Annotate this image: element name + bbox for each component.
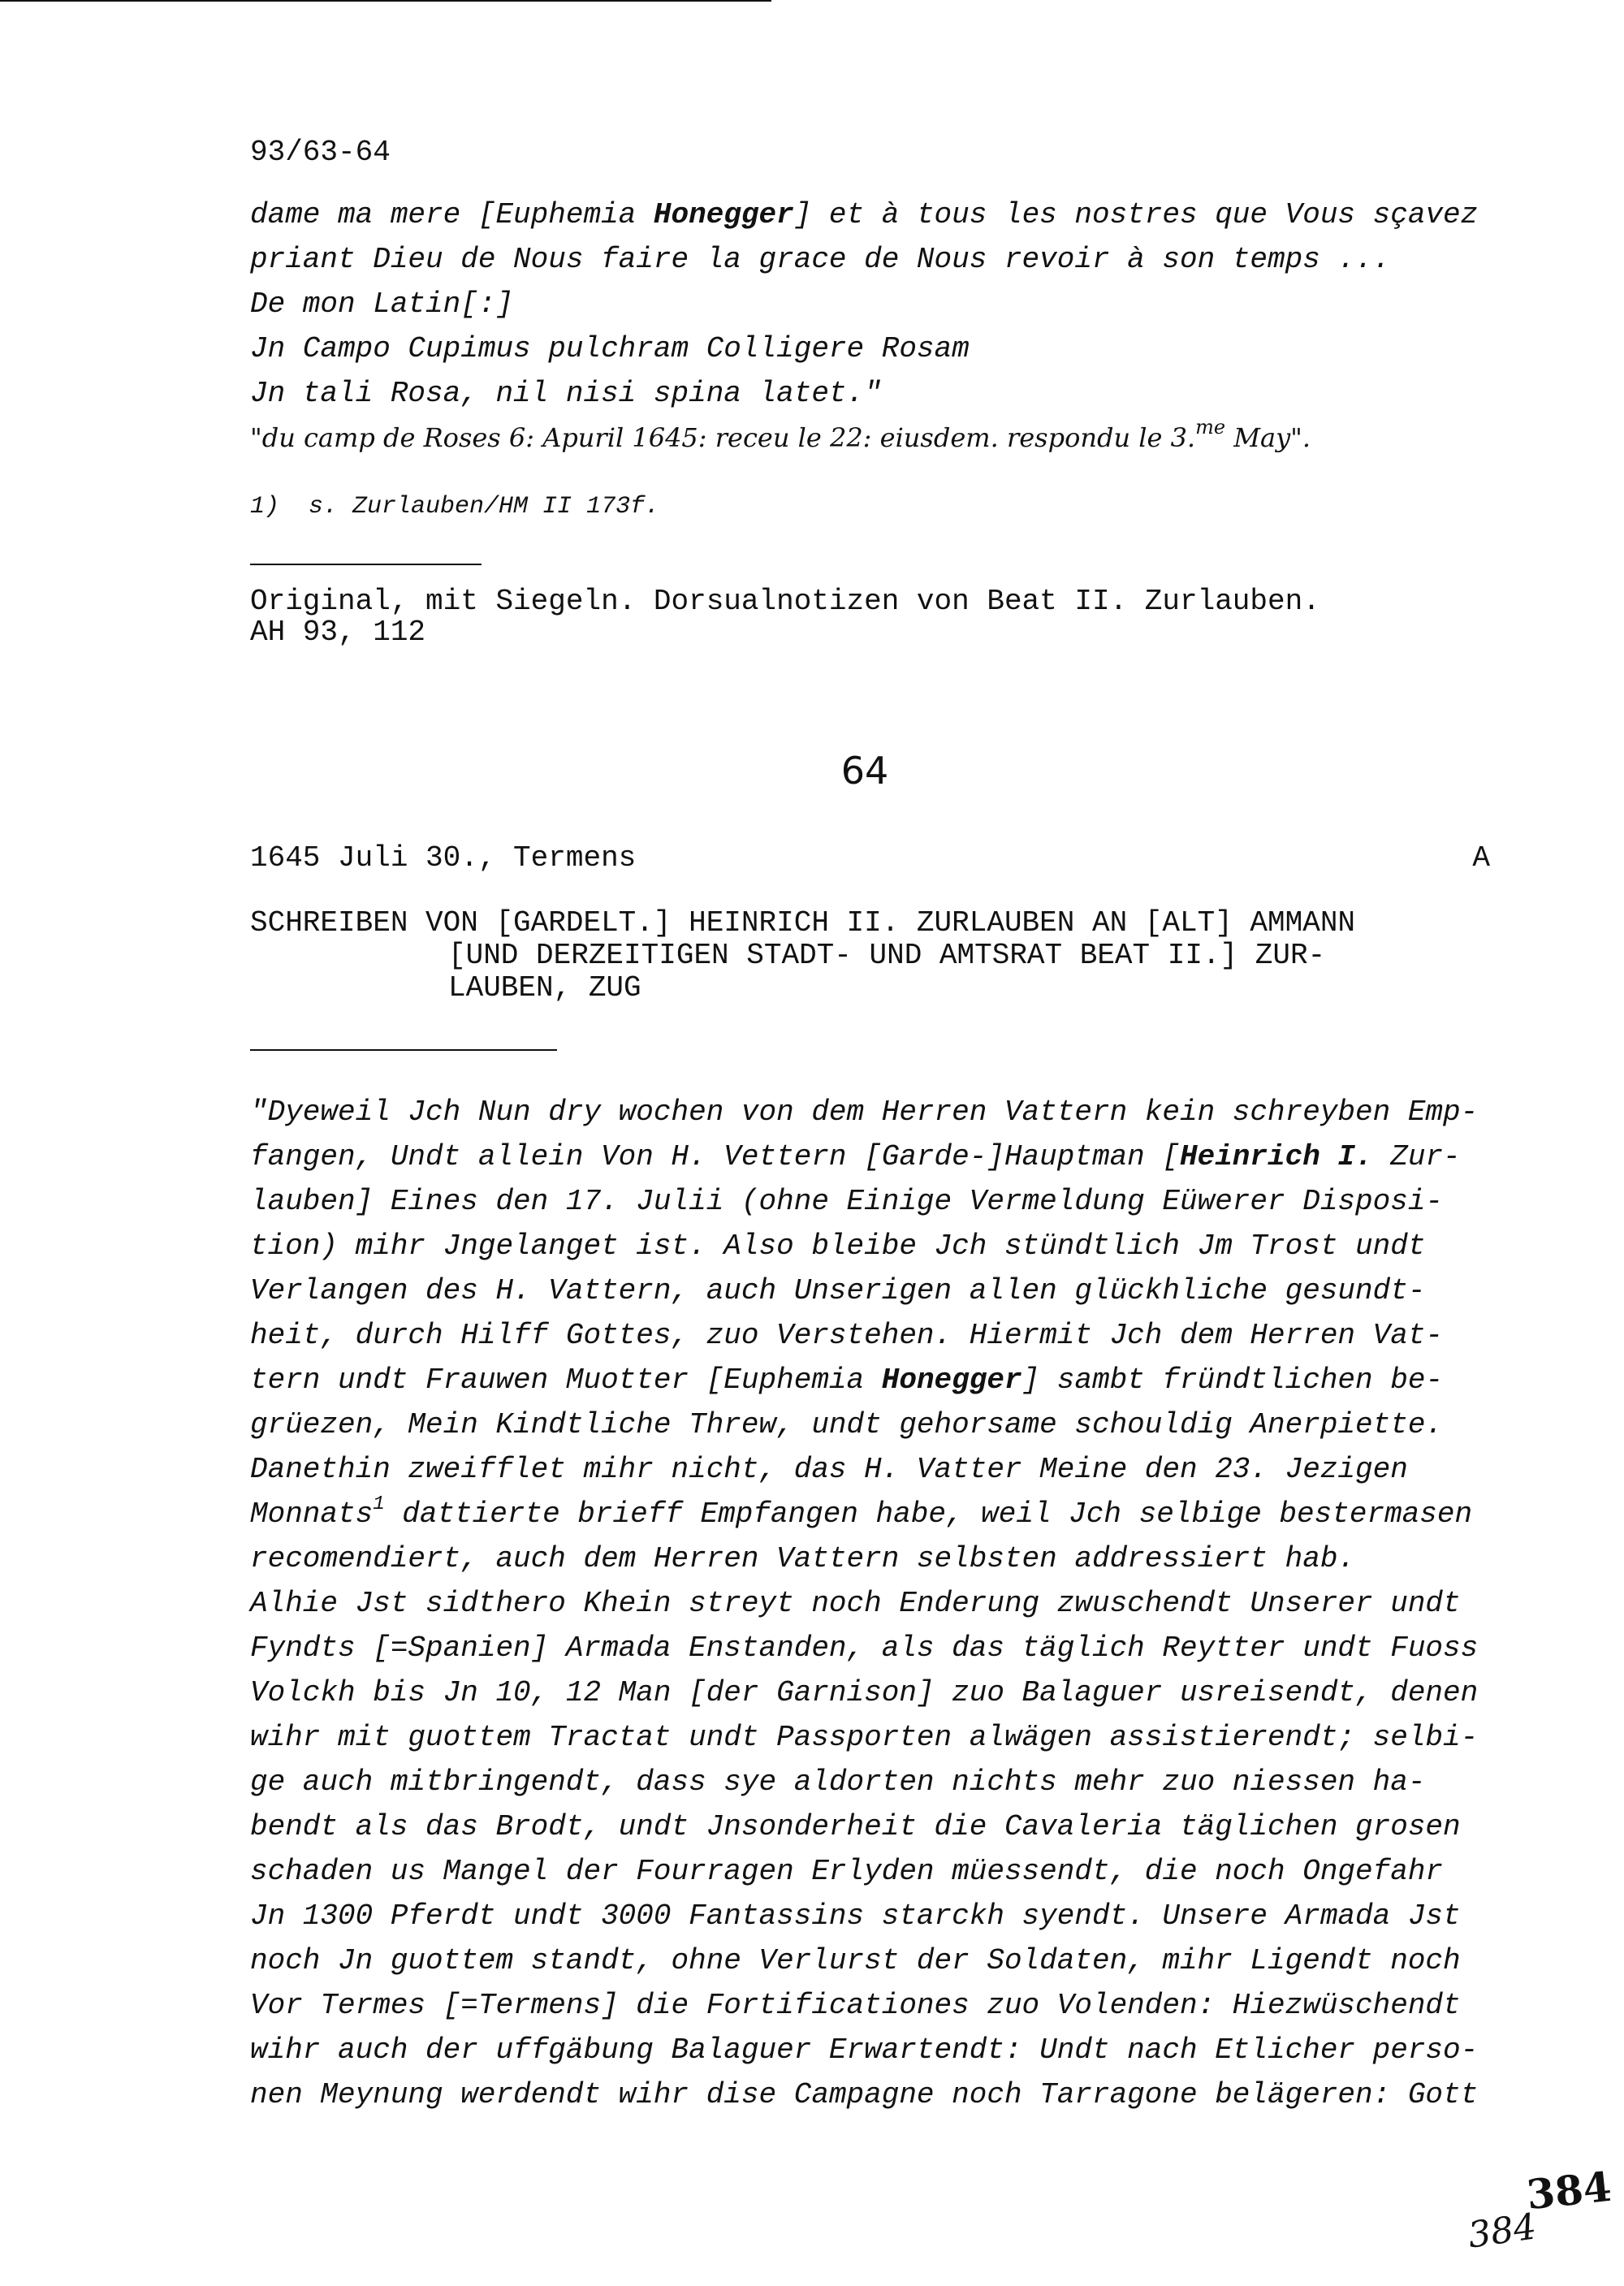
letter-line: dame ma mere [Euphemia Honegger] et à tous les nostres que Vous sçavez	[250, 198, 1479, 231]
body-line: tion) mihr Jngelanget ist. Also bleibe Jch stündtlich Jm Trost undt	[250, 1229, 1426, 1263]
scan-top-edge	[0, 0, 771, 2]
letter-line: Jn Campo Cupimus pulchram Colligere Rosam	[250, 332, 970, 365]
body-line: fangen, Undt allein Von H. Vettern [Garde-]Hauptman [Heinrich I. Zur-	[250, 1140, 1461, 1173]
document-title: LAUBEN, ZUG	[448, 971, 641, 1005]
body-line: Volckh bis Jn 10, 12 Man [der Garnison] zuo Balaguer usreisendt, denen	[250, 1676, 1479, 1709]
body-line: Fyndts [=Spanien] Armada Enstanden, als das täglich Reytter undt Fuoss	[250, 1631, 1479, 1665]
letter-line: De mon Latin[:]	[250, 287, 514, 321]
body-line: tern undt Frauwen Muotter [Euphemia Honegger] sambt fründtlichen be-	[250, 1363, 1444, 1397]
name-honegger: Honegger	[653, 198, 794, 231]
body-line: schaden us Mangel der Fourragen Erlyden müessendt, die noch Ongefahr	[250, 1855, 1444, 1888]
name-heinrich: Heinrich I.	[1180, 1140, 1373, 1173]
document-type-marker: A	[1472, 841, 1490, 875]
body-line: heit, durch Hilff Gottes, zuo Verstehen. Hiermit Jch dem Herren Vat-	[250, 1319, 1444, 1352]
body-line: wihr mit guottem Tractat undt Passporten alwägen assistierendt; selbi-	[250, 1721, 1479, 1754]
body-line: Jn 1300 Pferdt undt 3000 Fantassins starckh syendt. Unsere Armada Jst	[250, 1899, 1461, 1933]
separator-rule	[250, 1049, 557, 1051]
document-title: SCHREIBEN VON [GARDELT.] HEINRICH II. ZURLAUBEN AN [ALT] AMMANN	[250, 906, 1356, 940]
dorsal-note-line: "du camp de Roses 6: Apuril 1645: receu le 22: eiusdem. respondu le 3.$^{me}$ May".	[250, 416, 1311, 453]
body-line: lauben] Eines den 17. Julii (ohne Einige Vermeldung Eüwerer Disposi-	[250, 1185, 1444, 1218]
body-line: ge auch mitbringendt, dass sye aldorten nichts mehr zuo niessen ha-	[250, 1765, 1426, 1799]
body-line: bendt als das Brodt, undt Jnsonderheit die Cavaleria täglichen grosen	[250, 1810, 1461, 1843]
separator-rule	[250, 564, 482, 565]
document-title: [UND DERZEITIGEN STADT- UND AMTSRAT BEAT II.] ZUR-	[448, 939, 1326, 972]
body-line: Vor Termes [=Termens] die Fortificationes zuo Volenden: Hiezwüschendt	[250, 1989, 1461, 2022]
body-line: "Dyeweil Jch Nun dry wochen von dem Herren Vattern kein schreyben Emp-	[250, 1095, 1479, 1129]
body-line: Monnats$^1$ dattierte brieff Empfangen habe, weil Jch selbige bestermasen	[250, 1493, 1473, 1531]
page-number-handwritten: 384	[1465, 2206, 1540, 2257]
body-line: recomendiert, auch dem Herren Vattern selbsten addressiert hab.	[250, 1542, 1356, 1575]
archive-reference: AH 93, 112	[250, 616, 426, 649]
document-number: 64	[840, 749, 889, 793]
letter-line: priant Dieu de Nous faire la grace de Nous revoir à son temps ...	[250, 243, 1391, 276]
footnote-marker: 1	[373, 1493, 385, 1515]
footnote: 1) s. Zurlauben/HM II 173f.	[250, 493, 660, 521]
letter-line: Jn tali Rosa, nil nisi spina latet."	[250, 377, 882, 410]
source-note: Original, mit Siegeln. Dorsualnotizen von Beat II. Zurlauben.	[250, 585, 1320, 618]
body-line: noch Jn guottem standt, ohne Verlurst der Soldaten, mihr Ligendt noch	[250, 1944, 1461, 1977]
body-line: Danethin zweifflet mihr nicht, das H. Vatter Meine den 23. Jezigen	[250, 1453, 1408, 1486]
body-line: nen Meynung werdendt wihr dise Campagne noch Tarragone belägeren: Gott	[250, 2078, 1479, 2111]
header-reference: 93/63-64	[250, 136, 391, 169]
document-date-place: 1645 Juli 30., Termens	[250, 841, 637, 875]
body-line: wihr auch der uffgäbung Balaguer Erwartendt: Undt nach Etlicher perso-	[250, 2033, 1479, 2067]
page-number-stamp: 384	[1524, 2162, 1614, 2219]
body-line: grüezen, Mein Kindtliche Threw, undt gehorsame schouldig Anerpiette.	[250, 1408, 1444, 1441]
body-line: Verlangen des H. Vattern, auch Unserigen allen glückhliche gesundt-	[250, 1274, 1426, 1307]
body-line: Alhie Jst sidthero Khein streyt noch Enderung zwuschendt Unserer undt	[250, 1587, 1461, 1620]
name-honegger: Honegger	[881, 1363, 1022, 1397]
